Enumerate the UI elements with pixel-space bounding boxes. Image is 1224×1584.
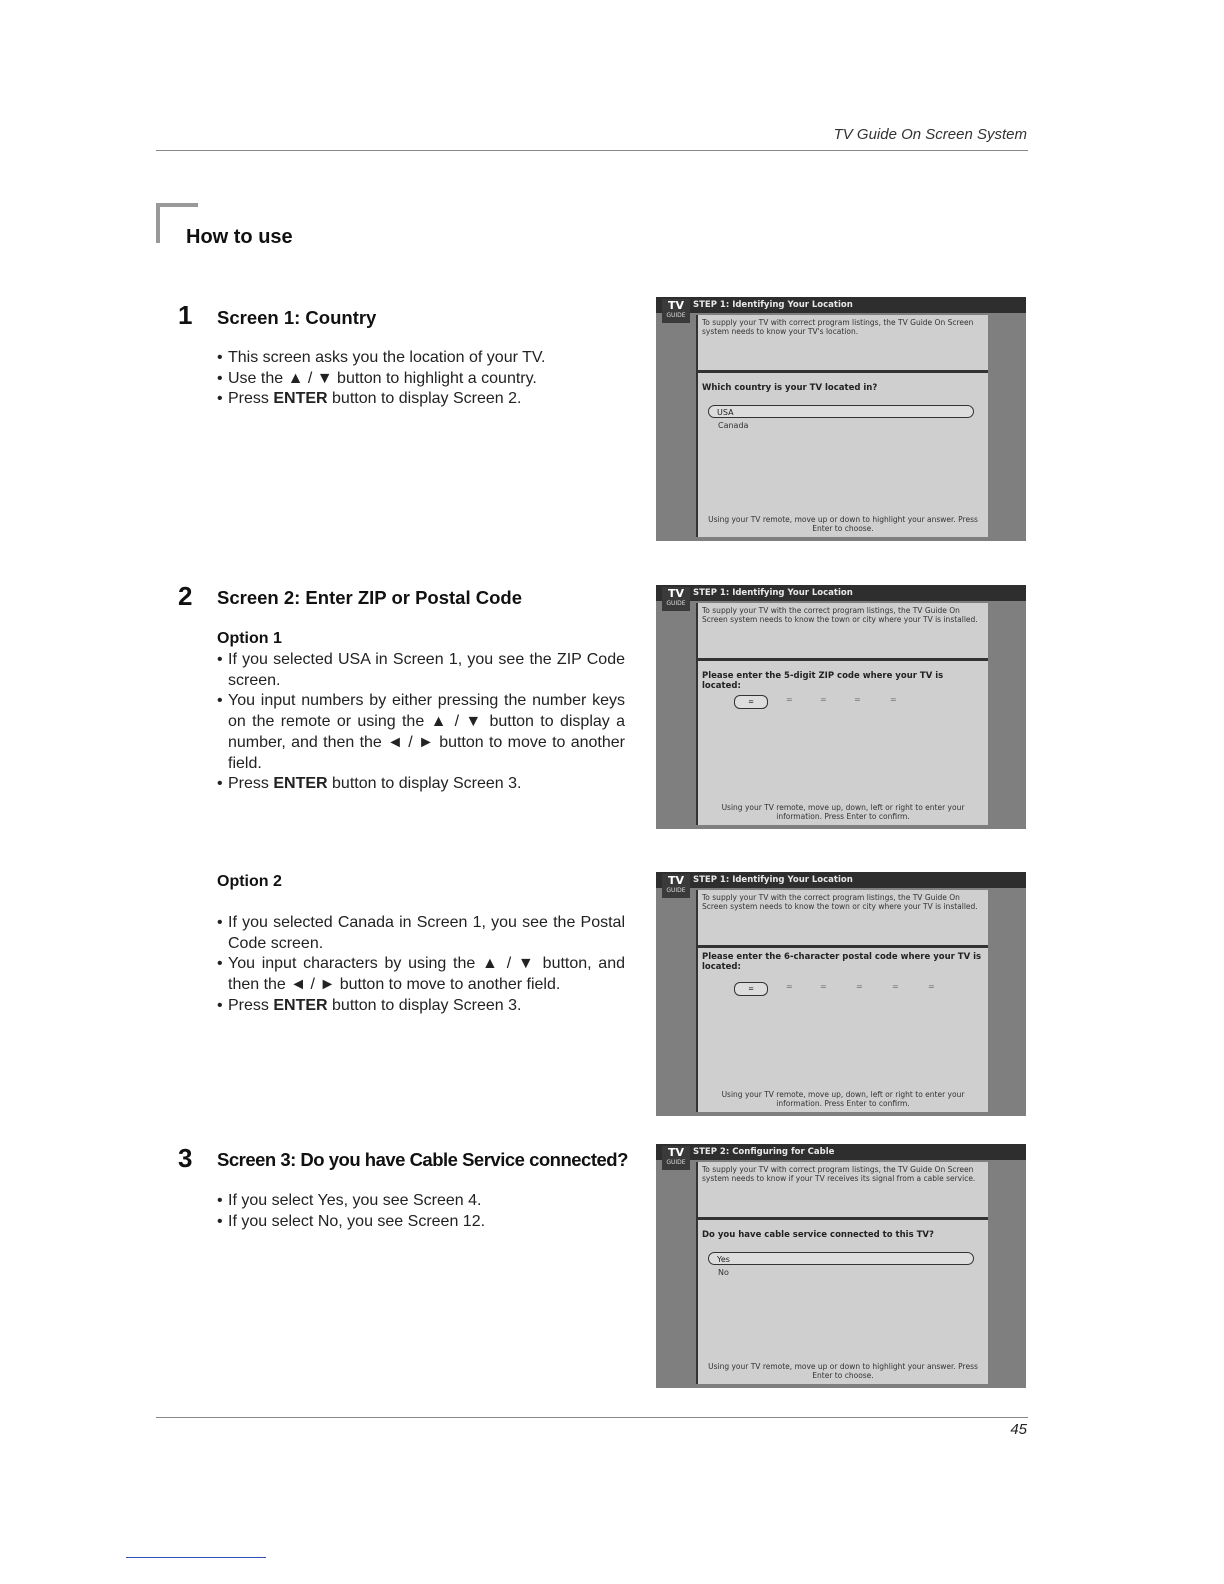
tv-footer-help: Using your TV remote, move up, down, left or right to enter your information. Press Enter to confirm. bbox=[721, 1090, 965, 1108]
tv-option-selected: Yes bbox=[708, 1252, 974, 1265]
tv-question: Which country is your TV located in? bbox=[702, 383, 878, 393]
tv-screen-zip bbox=[656, 585, 1026, 829]
tv-input-placeholder: = bbox=[856, 982, 863, 991]
tv-divider bbox=[698, 945, 988, 948]
tv-input-placeholder: = bbox=[928, 982, 935, 991]
footer-underline bbox=[126, 1557, 266, 1558]
option-1-label: Option 1 bbox=[217, 630, 282, 647]
step-1-title: Screen 1: Country bbox=[217, 307, 377, 328]
option-2-bullets bbox=[217, 913, 625, 1017]
header-rule bbox=[156, 150, 1028, 151]
step-1-number: 1 bbox=[178, 300, 193, 330]
tv-question: Do you have cable service connected to this TV? bbox=[702, 1230, 934, 1240]
tv-step-title: STEP 1: Identifying Your Location bbox=[693, 588, 853, 598]
tv-divider bbox=[698, 658, 988, 661]
option-1-bullet-3: • Press ENTER button to display Screen 3. bbox=[217, 774, 625, 795]
option-2-bullet-2: • You input characters by using the ▲ / ▼ button, and then the ◄ / ► button to move to another field. bbox=[217, 954, 625, 995]
tv-intro-text: To supply your TV with correct program listings, the TV Guide On Screen system needs to know if your TV receives its signal from a cable service. bbox=[702, 1165, 976, 1183]
step-3-title: Screen 3: Do you have Cable Service connected? bbox=[217, 1149, 628, 1170]
tv-option-selected: USA bbox=[708, 405, 974, 418]
tv-option: Canada bbox=[718, 421, 749, 430]
tv-step-title: STEP 1: Identifying Your Location bbox=[693, 875, 853, 885]
tv-input-placeholder: = bbox=[786, 695, 793, 704]
step-2-number: 2 bbox=[178, 581, 193, 611]
tv-panel bbox=[696, 1162, 988, 1384]
tv-divider bbox=[698, 370, 988, 373]
page-number: 45 bbox=[1010, 1421, 1027, 1438]
tv-screen-cable bbox=[656, 1144, 1026, 1388]
tv-intro-text: To supply your TV with the correct program listings, the TV Guide On Screen system needs to know the town or city where your TV is installed. bbox=[702, 606, 978, 624]
step-1-bullet-3: • Press ENTER button to display Screen 2. bbox=[217, 389, 625, 410]
option-2-bullet-3: • Press ENTER button to display Screen 3. bbox=[217, 996, 625, 1017]
tv-input-placeholder: = bbox=[820, 982, 827, 991]
tv-input-placeholder: = bbox=[786, 982, 793, 991]
tv-intro-text: To supply your TV with the correct program listings, the TV Guide On Screen system needs to know the town or city where your TV is installed. bbox=[702, 893, 978, 911]
tv-step-title: STEP 2: Configuring for Cable bbox=[693, 1147, 835, 1157]
option-2-bullet-1: • If you selected Canada in Screen 1, you see the Postal Code screen. bbox=[217, 913, 625, 954]
tv-option: No bbox=[718, 1268, 729, 1277]
section-title: How to use bbox=[186, 226, 293, 248]
tv-panel bbox=[696, 890, 988, 1112]
step-1-bullets bbox=[217, 348, 625, 410]
option-1-bullet-1: • If you selected USA in Screen 1, you see the ZIP Code screen. bbox=[217, 650, 625, 691]
tv-guide-logo: TV GUIDE bbox=[662, 874, 690, 898]
tv-input-field: = bbox=[734, 982, 768, 996]
tv-screen-postal bbox=[656, 872, 1026, 1116]
tv-step-title: STEP 1: Identifying Your Location bbox=[693, 300, 853, 310]
tv-panel bbox=[696, 603, 988, 825]
option-1-bullets bbox=[217, 650, 625, 795]
option-2-label: Option 2 bbox=[217, 873, 282, 890]
tv-guide-logo: TV GUIDE bbox=[662, 1146, 690, 1170]
step-3-number: 3 bbox=[178, 1143, 193, 1173]
tv-footer-help: Using your TV remote, move up or down to highlight your answer. Press Enter to choose. bbox=[708, 1362, 978, 1380]
tv-panel bbox=[696, 315, 988, 537]
tv-screen-country bbox=[656, 297, 1026, 541]
tv-guide-logo: TV GUIDE bbox=[662, 299, 690, 323]
step-3-bullet-2: • If you select No, you see Screen 12. bbox=[217, 1212, 625, 1233]
tv-question: Please enter the 6-character postal code where your TV is located: bbox=[702, 952, 982, 972]
running-header: TV Guide On Screen System bbox=[833, 126, 1027, 143]
tv-question: Please enter the 5-digit ZIP code where your TV is located: bbox=[702, 671, 944, 691]
tv-input-placeholder: = bbox=[890, 695, 897, 704]
tv-input-placeholder: = bbox=[854, 695, 861, 704]
tv-input-field: = bbox=[734, 695, 768, 709]
step-1-bullet-2: • Use the ▲ / ▼ button to highlight a country. bbox=[217, 369, 625, 390]
footer-rule bbox=[156, 1417, 1028, 1418]
tv-divider bbox=[698, 1217, 988, 1220]
tv-input-placeholder: = bbox=[892, 982, 899, 991]
tv-footer-help: Using your TV remote, move up or down to highlight your answer. Press Enter to choose. bbox=[708, 515, 978, 533]
tv-intro-text: To supply your TV with correct program listings, the TV Guide On Screen system needs to know your TV's location. bbox=[702, 318, 974, 336]
step-1-bullet-1: • This screen asks you the location of your TV. bbox=[217, 348, 625, 369]
step-3-bullet-1: • If you select Yes, you see Screen 4. bbox=[217, 1191, 625, 1212]
tv-input-placeholder: = bbox=[820, 695, 827, 704]
tv-footer-help: Using your TV remote, move up, down, left or right to enter your information. Press Enter to confirm. bbox=[721, 803, 965, 821]
step-2-title: Screen 2: Enter ZIP or Postal Code bbox=[217, 587, 522, 608]
step-3-bullets bbox=[217, 1191, 625, 1232]
option-1-bullet-2: • You input numbers by either pressing the number keys on the remote or using the ▲ / ▼ button to display a number, and then the ◄ / ► button to move to another field. bbox=[217, 691, 625, 774]
tv-guide-logo: TV GUIDE bbox=[662, 587, 690, 611]
